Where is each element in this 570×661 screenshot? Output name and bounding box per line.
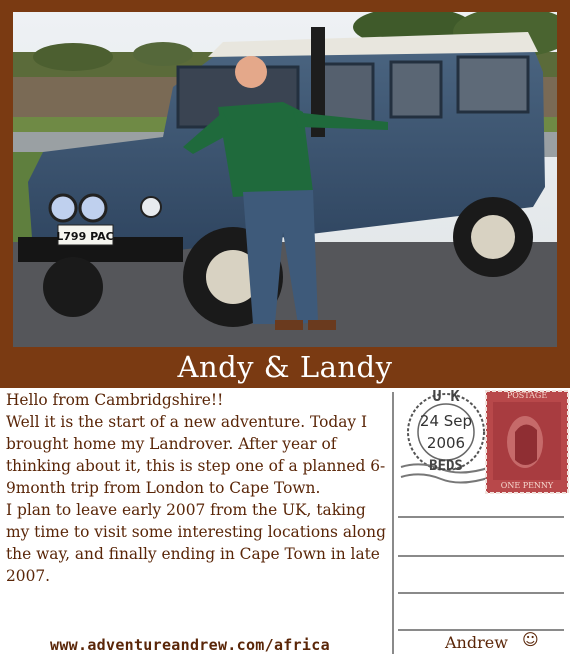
- postmark: [396, 385, 496, 485]
- website-link[interactable]: www.adventureandrew.com/africa: [50, 636, 330, 654]
- postage-stamp: [485, 390, 569, 494]
- address-line: [398, 555, 564, 557]
- postcard-message: [6, 389, 390, 587]
- number-plate: L799 PAC: [56, 230, 114, 243]
- message-line: Well it is the start of a new adventure. Today I brought home my Landrover. After year of thinking about it, this is step one of a planned 6-9month trip from London to Cape Town.: [6, 413, 386, 497]
- postcard-divider: [392, 392, 394, 654]
- smiley-icon: ☺: [522, 630, 539, 649]
- postmark-county: BEDS: [429, 458, 463, 474]
- photo-caption: Andy & Landy: [177, 350, 393, 384]
- address-line: [398, 592, 564, 594]
- message-line: I plan to leave early 2007 from the UK, taking my time to visit some interesting locations along the way, and finally ending in Cape Town in late 2007.: [6, 501, 386, 585]
- address-line: [398, 629, 564, 631]
- stamp-bottom-text: ONE PENNY: [500, 481, 554, 490]
- address-line: [398, 516, 564, 518]
- signature: Andrew: [445, 633, 508, 652]
- penny-red-stamp-icon: [485, 390, 569, 494]
- stamp-top-text: POSTAGE: [506, 391, 548, 400]
- postmark-year: 2006: [426, 434, 466, 452]
- postmark-date: 24 Sep: [419, 412, 473, 430]
- message-line: Hello from Cambridgshire!!: [6, 391, 224, 409]
- landrover-photo: [13, 12, 557, 347]
- postmark-country: U K: [432, 387, 460, 405]
- photo-illustration: [13, 12, 557, 347]
